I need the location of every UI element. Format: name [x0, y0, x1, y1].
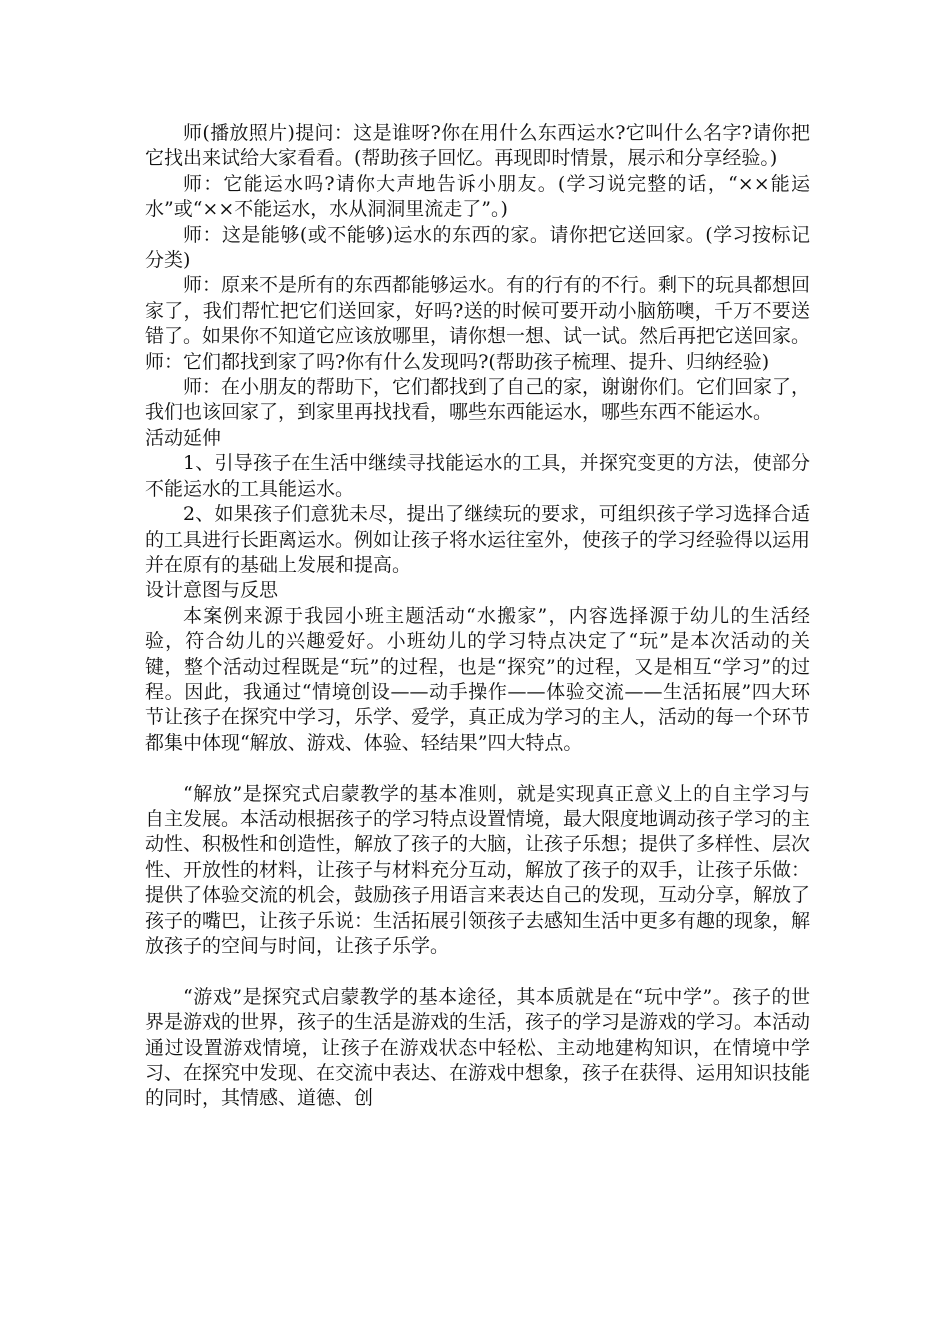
blank-line [145, 959, 810, 984]
paragraph-sort-home: 师：这是能够(或不能够)运水的东西的家。请你把它送回家。(学习按标记分类) [145, 223, 810, 272]
paragraph-game: “游戏”是探究式启蒙教学的基本途径，其本质就是在“玩中学”。孩子的世界是游戏的世界，孩子的生活是游戏的生活，孩子的学习是游戏的学习。本活动通过设置游戏情境，让孩子在游戏状态中轻松、主动地建构知识，在情境中学习、在探究中发现、在交流中表达、在游戏中想象，孩子在获得、运用知识技能的同时，其情感、道德、创 [145, 985, 811, 1110]
section-heading-extension: 活动延伸 [145, 426, 222, 449]
paragraph-extension-1: 1、引导孩子在生活中继续寻找能运水的工具，并探究变更的方法，使部分不能运水的工具能运水。 [145, 452, 810, 500]
blank-line [145, 756, 810, 781]
paragraph-send-toys-home: 师：原来不是所有的东西都能够运水。有的行有的不行。剩下的玩具都想回家了，我们帮忙把它们送回家，好吗?送的时候可要开动小脑筋噢，千万不要送错了。如果你不知道它应该放哪里，请你想一想、试一试。然后再把它送回家。 师：它们都找到家了吗?你有什么发现吗?(帮助孩子梳理、提升、归纳经验) [145, 274, 811, 373]
paragraph-liberation: “解放”是探究式启蒙教学的基本准则，就是实现真正意义上的自主学习与自主发展。本活动根据孩子的学习特点设置情境，最大限度地调动孩子学习的主动性、积极性和创造性，解放了孩子的大脑，让孩子乐想；提供了多样性、层次性、开放性的材料，让孩子与材料充分互动，解放了孩子的双手，让孩子乐做：提供了体验交流的机会，鼓励孩子用语言来表达自己的发现，互动分享，解放了孩子的嘴巴，让孩子乐说：生活拓展引领孩子去感知生活中更多有趣的现象，解放孩子的空间与时间，让孩子乐学。 [145, 782, 811, 957]
paragraph-case-origin: 本案例来源于我园小班主题活动“水搬家”，内容选择源于幼儿的生活经验，符合幼儿的兴趣爱好。小班幼儿的学习特点决定了“玩”是本次活动的关键，整个活动过程既是“玩”的过程，也是“探究”的过程，又是相互“学习”的过程。因此，我通过“情境创设——动手操作——体验交流——生活拓展”四大环节让孩子在探究中学习，乐学、爱学，真正成为学习的主人，活动的每一个环节都集中体现“解放、游戏、体验、轻结果”四大特点。 [145, 604, 811, 754]
paragraph-teacher-question: 师(播放照片)提问：这是谁呀?你在用什么东西运水?它叫什么名字?请你把它找出来试给大家看看。(帮助孩子回忆。再现即时情景，展示和分享经验。) [145, 122, 810, 170]
document-page [145, 121, 810, 1112]
paragraph-all-found-home: 师：在小朋友的帮助下，它们都找到了自己的家，谢谢你们。它们回家了，我们也该回家了，到家里再找找看，哪些东西能运水，哪些东西不能运水。 [145, 376, 811, 424]
paragraph-extension-2: 2、如果孩子们意犹未尽，提出了继续玩的要求，可组织孩子学习选择合适的工具进行长距离运水。例如让孩子将水运往室外，使孩子的学习经验得以运用并在原有的基础上发展和提高。 [145, 503, 811, 576]
section-heading-design-reflection: 设计意图与反思 [145, 579, 279, 602]
paragraph-can-carry-water: 师：它能运水吗?请你大声地告诉小朋友。(学习说完整的话，“××能运水”或“××不能运水，水从洞洞里流走了”。) [145, 172, 810, 221]
